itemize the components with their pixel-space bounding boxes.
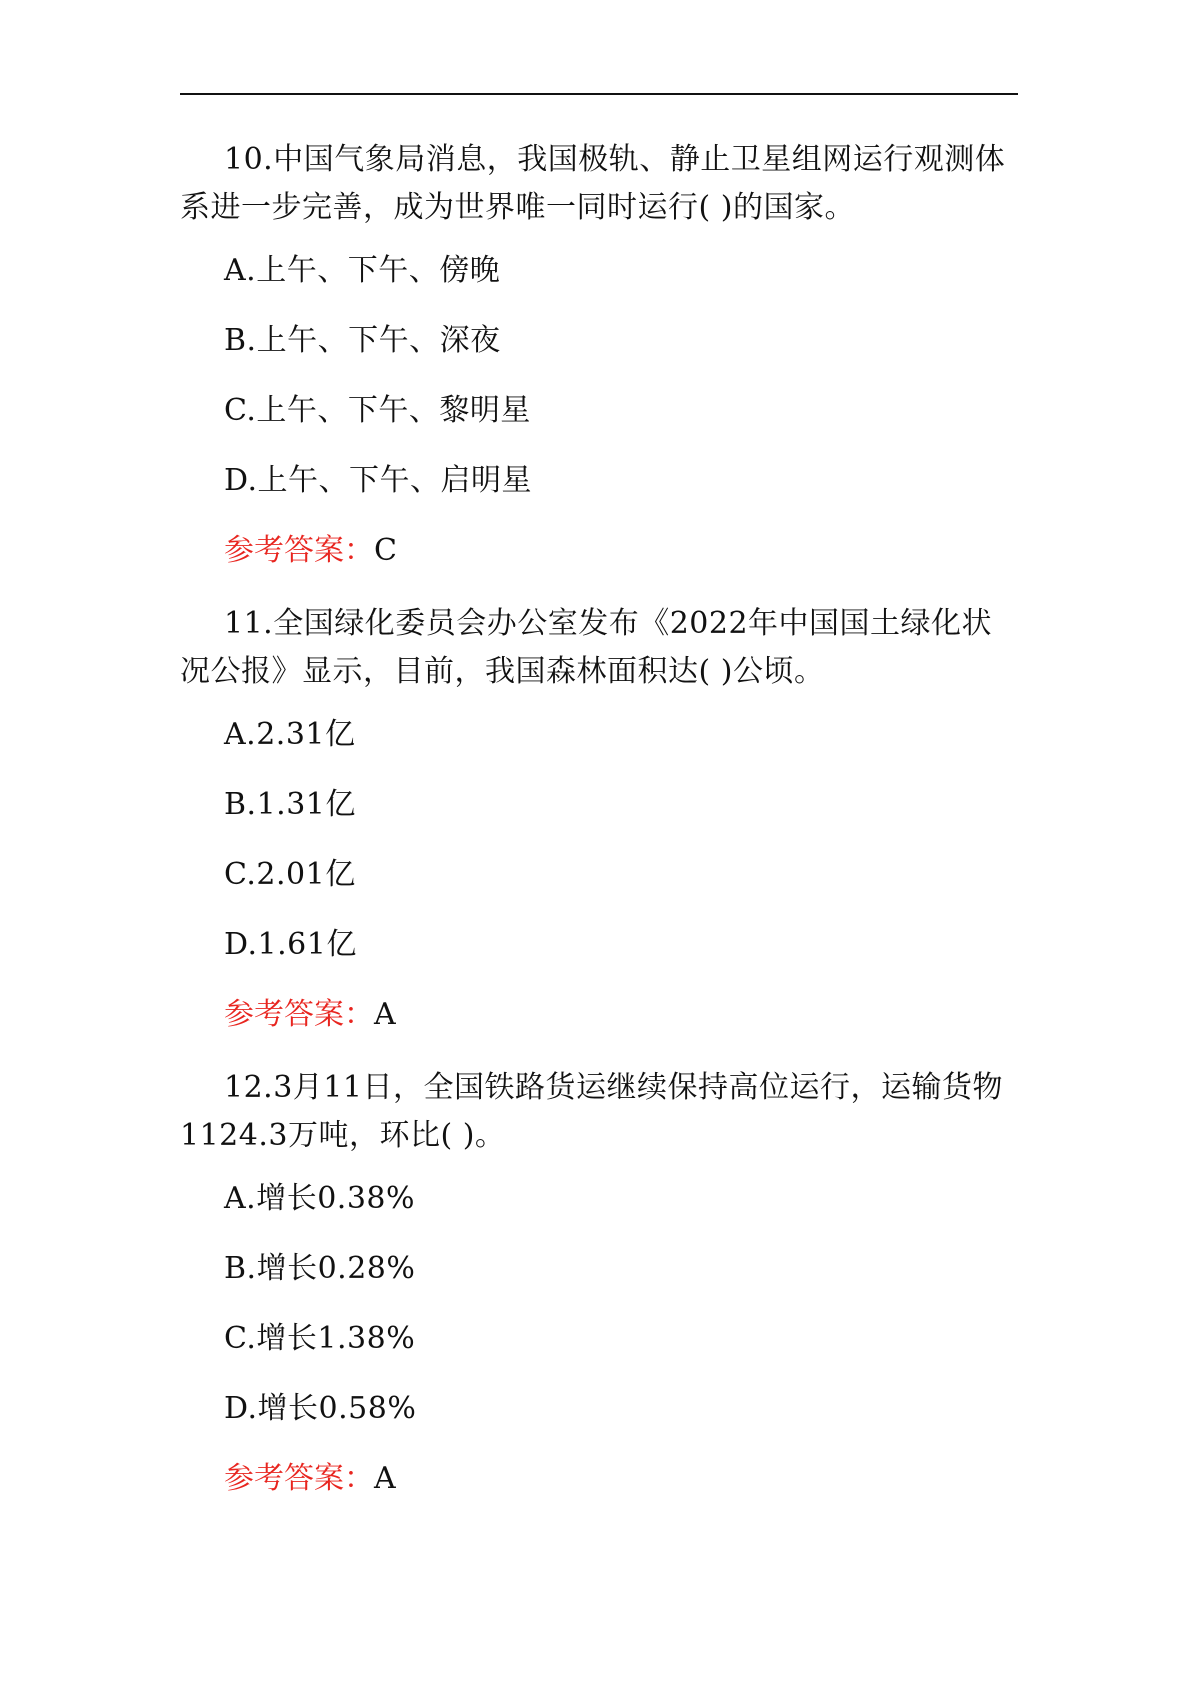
question-text: 11.全国绿化委员会办公室发布《2022年中国国土绿化状况公报》显示，目前，我国森林面积达( )公顷。 — [180, 606, 993, 689]
option-a: A.增长0.38% — [224, 1181, 416, 1216]
reference-answer — [180, 530, 1018, 572]
reference-answer — [180, 1458, 1018, 1500]
question-text: 12.3月11日，全国铁路货运继续保持高位运行，运输货物1124.3万吨，环比( )。 — [180, 1070, 1003, 1153]
question-block — [180, 1064, 1018, 1500]
answer-value: C — [374, 533, 397, 568]
answer-value: A — [374, 1461, 396, 1496]
option-a: A.上午、下午、傍晚 — [224, 253, 501, 288]
option-b: B.增长0.28% — [224, 1251, 416, 1286]
header-rule — [180, 93, 1018, 95]
question-block — [180, 136, 1018, 572]
option-d: D.增长0.58% — [224, 1391, 417, 1426]
option-a: A.2.31亿 — [224, 717, 356, 752]
question-text: 10.中国气象局消息，我国极轨、静止卫星组网运行观测体系进一步完善，成为世界唯一同时运行( )的国家。 — [180, 142, 1006, 225]
answer-label: 参考答案： — [224, 533, 374, 568]
reference-answer — [180, 994, 1018, 1036]
option-d: D.上午、下午、启明星 — [224, 463, 533, 498]
option-c: C.上午、下午、黎明星 — [224, 393, 531, 428]
option-c: C.增长1.38% — [224, 1321, 416, 1356]
answer-label: 参考答案： — [224, 997, 374, 1032]
option-b: B.上午、下午、深夜 — [224, 323, 501, 358]
question-block — [180, 600, 1018, 1036]
answer-value: A — [374, 997, 396, 1032]
answer-label: 参考答案： — [224, 1461, 374, 1496]
document-body — [180, 136, 1018, 1528]
option-b: B.1.31亿 — [224, 787, 356, 822]
option-d: D.1.61亿 — [224, 927, 357, 962]
option-c: C.2.01亿 — [224, 857, 356, 892]
